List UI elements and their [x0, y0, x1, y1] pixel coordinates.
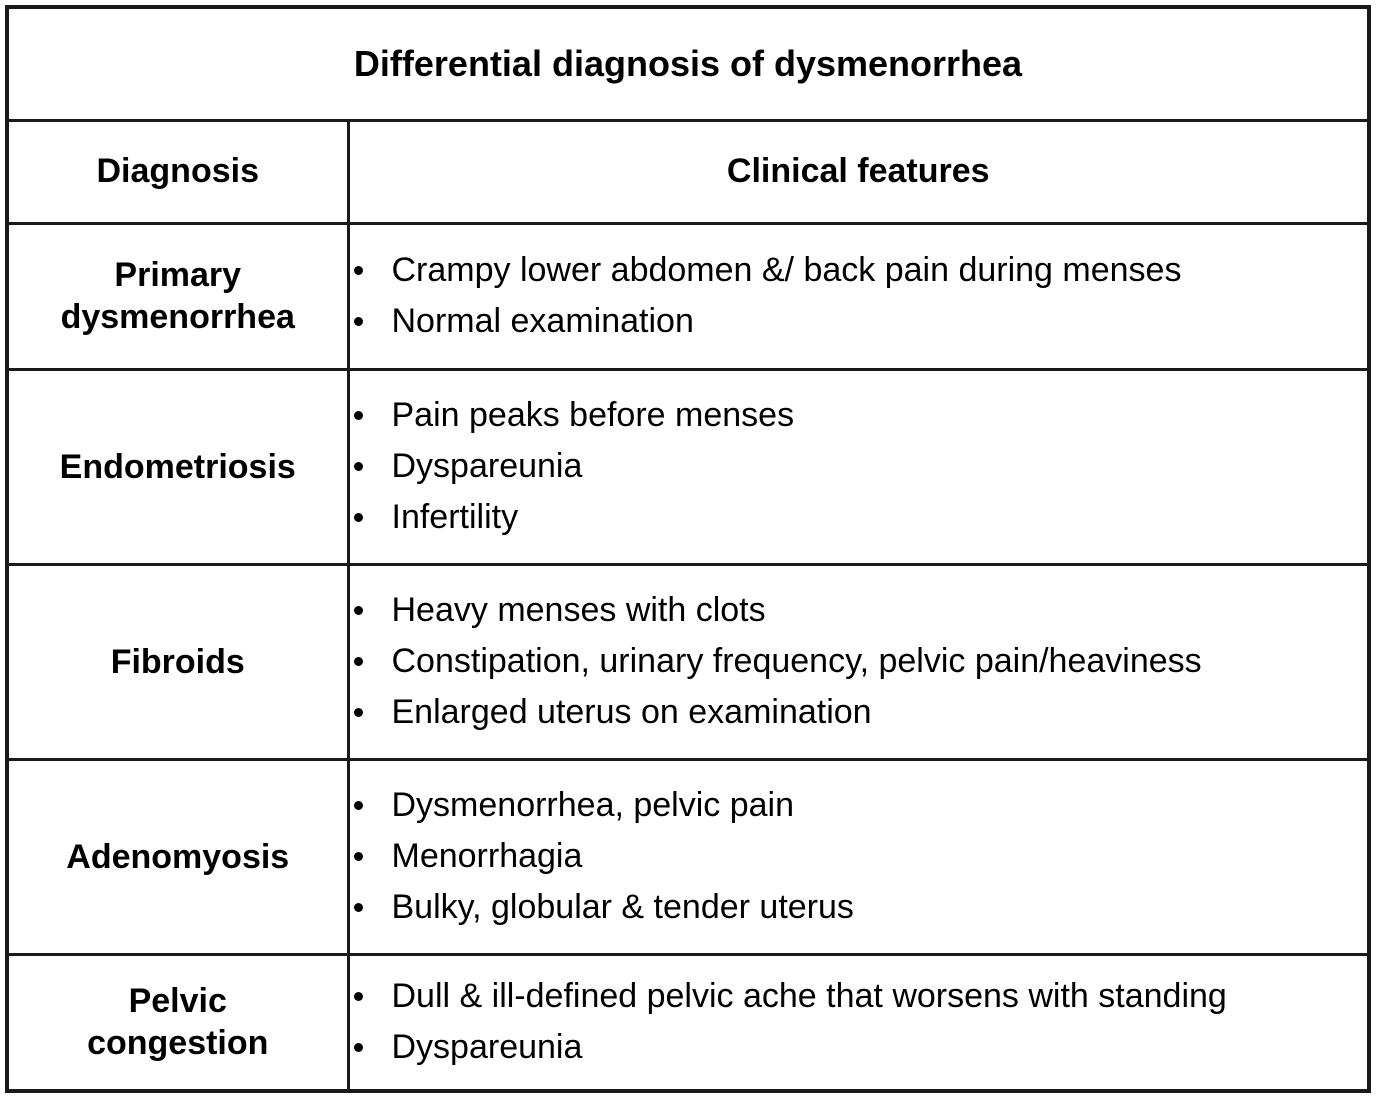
- feature-text: Dull & ill-defined pelvic ache that worsens with standing: [391, 977, 1227, 1016]
- differential-diagnosis-table: [9, 9, 1367, 1089]
- feature-text: Normal examination: [391, 302, 694, 340]
- clinical-features-cell: [348, 954, 1367, 1089]
- feature-text: Heavy menses with clots: [391, 591, 766, 629]
- bullet-icon: [354, 411, 363, 420]
- table-title: Differential diagnosis of dysmenorrhea: [9, 9, 1367, 120]
- column-header-diagnosis: Diagnosis: [9, 120, 348, 223]
- feature-list: [350, 390, 1368, 543]
- clinical-features-cell: [348, 223, 1367, 369]
- header-row: [9, 120, 1367, 223]
- feature-text: Dysmenorrhea, pelvic pain: [391, 786, 795, 824]
- table-row-endometriosis: [9, 369, 1367, 564]
- feature-text: Dyspareunia: [391, 1028, 583, 1067]
- bullet-icon: [354, 708, 363, 717]
- bullet-icon: [354, 462, 363, 471]
- table-row-fibroids: [9, 564, 1367, 759]
- bullet-icon: [354, 606, 363, 615]
- list-item: [350, 1022, 1368, 1073]
- list-item: [350, 636, 1368, 687]
- bullet-icon: [354, 657, 363, 666]
- list-item: [350, 390, 1368, 441]
- feature-list: [350, 780, 1368, 933]
- diagnosis-label: Pelvic: [128, 982, 227, 1021]
- feature-text: Bulky, globular & tender uterus: [391, 888, 854, 926]
- bullet-icon: [354, 992, 363, 1001]
- column-header-clinical-features: Clinical features: [348, 120, 1367, 223]
- table-row-primary-dysmenorrhea: [9, 223, 1367, 369]
- title-row: [9, 9, 1367, 120]
- bullet-icon: [354, 903, 363, 912]
- feature-text: Pain peaks before menses: [391, 396, 795, 434]
- feature-text: Enlarged uterus on examination: [391, 693, 872, 731]
- feature-text: Constipation, urinary frequency, pelvic pain/heaviness: [391, 642, 1202, 680]
- list-item: [350, 780, 1368, 831]
- diagnosis-label: Fibroids: [110, 642, 245, 681]
- diagnosis-label: congestion: [87, 1024, 269, 1063]
- bullet-icon: [354, 1043, 363, 1052]
- diagnosis-cell: [9, 223, 348, 369]
- list-item: [350, 245, 1368, 296]
- list-item: [350, 585, 1368, 636]
- bullet-icon: [354, 852, 363, 861]
- differential-diagnosis-table-frame: [5, 5, 1371, 1093]
- list-item: [350, 492, 1368, 543]
- diagnosis-cell: [9, 954, 348, 1089]
- diagnosis-label: Endometriosis: [59, 447, 296, 486]
- diagnosis-label: Primary: [114, 256, 242, 294]
- list-item: [350, 687, 1368, 738]
- feature-text: Crampy lower abdomen &/ back pain during menses: [391, 251, 1182, 289]
- bullet-icon: [354, 513, 363, 522]
- diagnosis-label: dysmenorrhea: [60, 298, 295, 336]
- feature-text: Infertility: [391, 498, 519, 536]
- table-row-adenomyosis: [9, 759, 1367, 954]
- feature-text: Menorrhagia: [391, 837, 583, 875]
- list-item: [350, 971, 1368, 1022]
- bullet-icon: [354, 801, 363, 810]
- diagnosis-cell: [9, 759, 348, 954]
- list-item: [350, 882, 1368, 933]
- table-row-pelvic-congestion: [9, 954, 1367, 1089]
- diagnosis-cell: [9, 564, 348, 759]
- clinical-features-cell: [348, 369, 1367, 564]
- feature-list: [350, 245, 1368, 347]
- list-item: [350, 296, 1368, 347]
- clinical-features-cell: [348, 759, 1367, 954]
- feature-text: Dyspareunia: [391, 447, 583, 485]
- bullet-icon: [354, 317, 363, 326]
- list-item: [350, 831, 1368, 882]
- bullet-icon: [354, 266, 363, 275]
- list-item: [350, 441, 1368, 492]
- diagnosis-label: Adenomyosis: [66, 837, 290, 876]
- clinical-features-cell: [348, 564, 1367, 759]
- feature-list: [350, 971, 1368, 1073]
- diagnosis-cell: [9, 369, 348, 564]
- feature-list: [350, 585, 1368, 738]
